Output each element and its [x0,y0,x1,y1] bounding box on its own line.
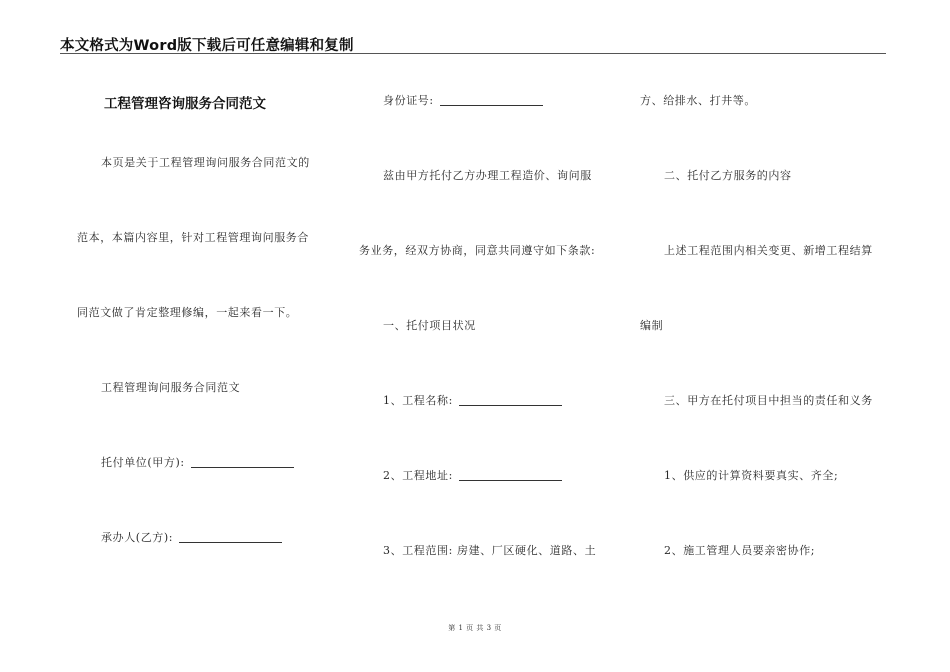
duty-item-1: 1、供应的计算资料要真实、齐全; [664,469,839,482]
section-heading-3: 三、甲方在托付项目中担当的责任和义务 [664,394,873,407]
document-header: 本文格式为Word版下载后可任意编辑和复制 [60,38,354,54]
clause-line-1: 兹由甲方托付乙方办理工程造价、询问服 [383,169,592,182]
project-name-row [383,392,562,408]
project-scope-continued: 方、给排水、打井等。 [640,94,756,107]
party-b-blank[interactable] [179,530,282,543]
party-b-row [101,529,282,545]
project-address-blank[interactable] [459,468,562,481]
party-a-label: 托付单位(甲方): [101,456,185,469]
header-divider [60,53,886,54]
intro-line-3: 同范文做了肯定整理修编，一起来看一下。 [77,306,298,319]
section-heading-1: 一、托付项目状况 [383,319,476,332]
party-a-row [101,454,294,470]
duty-item-2: 2、施工管理人员要亲密协作; [664,544,816,557]
clause-line-2: 务业务，经双方协商，同意共同遵守如下条款: [359,244,596,257]
id-number-row [383,92,543,108]
intro-line-1: 本页是关于工程管理询问服务合同范文的 [101,156,310,169]
project-address-row [383,467,562,483]
page-number: 第 1 页 共 3 页 [448,624,502,632]
section-heading-2: 二、托付乙方服务的内容 [664,169,792,182]
service-content-line-1: 上述工程范围内相关变更、新增工程结算 [664,244,873,257]
project-address-label: 2、工程地址: [383,469,453,482]
project-name-blank[interactable] [459,393,562,406]
document-title: 工程管理咨询服务合同范文 [104,96,266,112]
party-a-blank[interactable] [191,455,294,468]
id-number-blank[interactable] [440,93,543,106]
section-subtitle: 工程管理询问服务合同范文 [101,381,241,394]
service-content-line-2: 编制 [640,319,664,332]
project-name-label: 1、工程名称: [383,394,453,407]
party-b-label: 承办人(乙方): [101,531,174,544]
project-scope-line: 3、工程范围: 房建、厂区硬化、道路、土 [383,544,597,557]
id-number-label: 身份证号: [383,94,434,107]
intro-line-2: 范本，本篇内容里，针对工程管理询问服务合 [77,231,309,244]
